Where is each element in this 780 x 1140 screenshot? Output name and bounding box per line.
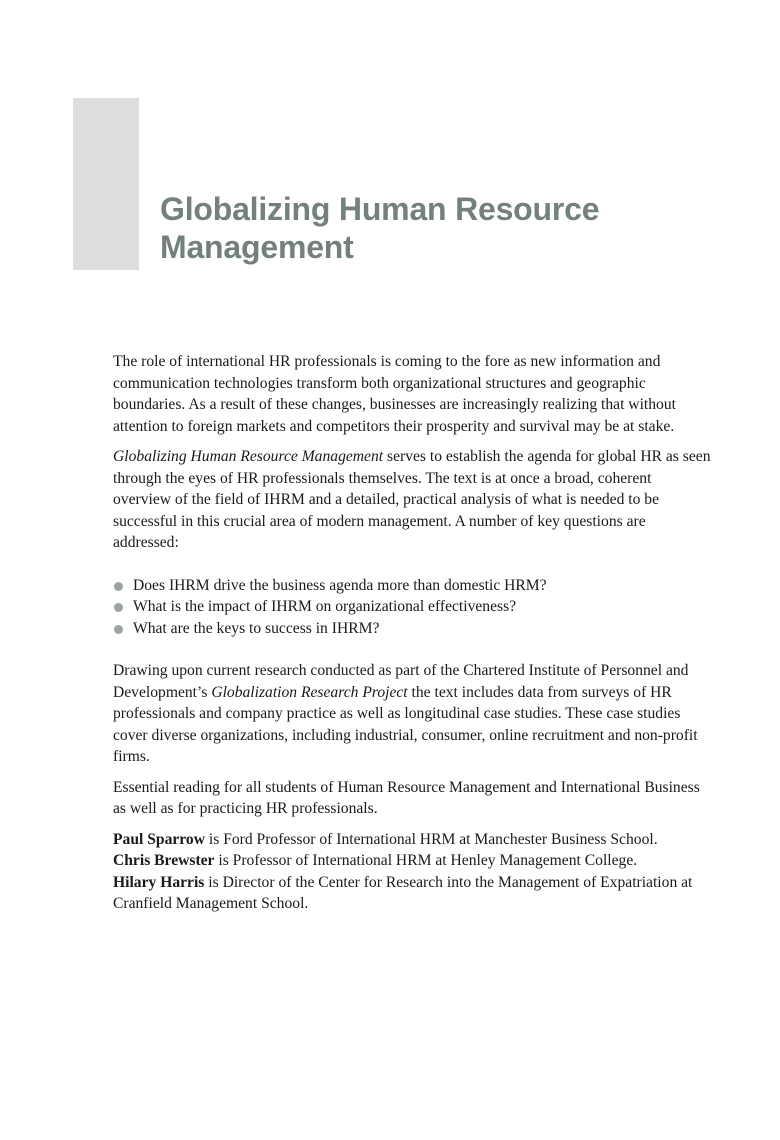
author-bio — [113, 829, 713, 851]
bullet-dot-icon — [114, 603, 123, 612]
bullet-dot-icon — [114, 625, 123, 634]
author-name: Paul Sparrow — [113, 830, 205, 848]
title-line-1: Globalizing Human Resource — [160, 191, 600, 227]
list-item — [113, 596, 713, 618]
agenda-paragraph — [113, 446, 713, 554]
author-bio-text: is Ford Professor of International HRM at Manchester Business School. — [205, 830, 658, 848]
title-line-2: Management — [160, 229, 354, 265]
audience-paragraph: Essential reading for all students of Human Resource Management and International Business as well as for practicing HR professionals. — [113, 778, 700, 817]
list-item-text: What is the impact of IHRM on organizational effectiveness? — [133, 598, 517, 615]
author-bio — [113, 872, 713, 915]
author-name: Chris Brewster — [113, 852, 215, 869]
author-bio — [113, 850, 713, 872]
book-title-italic: Globalizing Human Resource Management — [113, 448, 384, 465]
author-bios — [113, 829, 713, 915]
list-item — [113, 618, 713, 640]
blurb-body — [113, 351, 713, 915]
decorative-side-bar — [73, 98, 139, 270]
list-item-text: What are the keys to success in IHRM? — [133, 619, 380, 637]
bullet-dot-icon — [114, 582, 123, 591]
author-bio-text: is Director of the Center for Research into the Management of Expatriation at Cranfield Management School. — [113, 873, 693, 912]
key-questions-list — [113, 575, 713, 640]
list-item — [113, 575, 713, 597]
intro-paragraph: The role of international HR professionals is coming to the fore as new information and communication technologies transform both organizational structures and geographic boundaries. As a result of these changes, businesses are increasingly realizing that without attention to foreign markets and competitors their prosperity and survival may be at stake. — [113, 353, 676, 435]
author-name: Hilary Harris — [113, 873, 205, 891]
research-paragraph-before: Drawing upon current research conducted as part of the Chartered Institute of Personnel and Development’s — [113, 662, 689, 701]
research-project-italic: Globalization Research Project — [211, 683, 408, 701]
author-bio-text: is Professor of International HRM at Henley Management College. — [214, 852, 638, 869]
list-item-text: Does IHRM drive the business agenda more than domestic HRM? — [133, 576, 547, 594]
research-paragraph — [113, 660, 713, 768]
research-paragraph-after: the text includes data from surveys of HR professionals and company practice as well as longitudinal case studies. These case studies cover diverse organizations, including industrial, consumer, online recruitment and non-profit firms. — [113, 683, 698, 765]
agenda-paragraph-text: serves to establish the agenda for global HR as seen through the eyes of HR professionals themselves. The text is at once a broad, coherent overview of the field of IHRM and a detailed, practical analysis of what is needed to be successful in this crucial area of modern management. A number of key questions are addressed: — [113, 448, 711, 551]
page-title — [160, 190, 740, 266]
